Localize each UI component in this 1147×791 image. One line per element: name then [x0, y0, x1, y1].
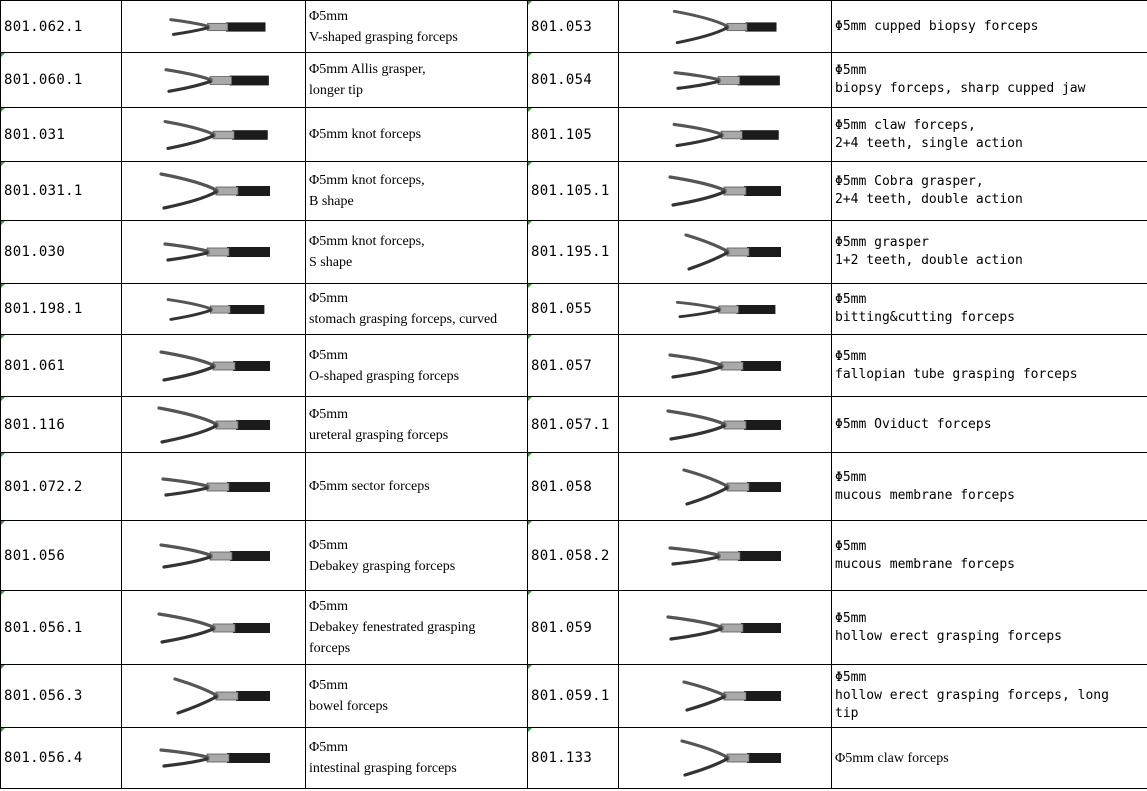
cell-marker-icon: [1, 53, 5, 57]
product-code-text: 801.031: [4, 126, 66, 143]
cell-marker-icon: [528, 335, 532, 339]
forceps-icon: [660, 166, 790, 216]
description-line: Φ5mm claw forceps,: [835, 117, 976, 133]
cell-marker-icon: [1, 335, 5, 339]
product-description: [832, 521, 1147, 591]
forceps-image: [619, 521, 832, 591]
catalog-row: [1, 162, 1147, 221]
forceps-image: [619, 108, 832, 162]
product-code: [1, 728, 122, 789]
product-code: [1, 453, 122, 521]
catalog-row: [1, 453, 1147, 521]
description-line: Φ5mm Cobra grasper,: [835, 174, 984, 189]
description-line: Φ5mm: [835, 63, 867, 78]
product-code-text: 801.056.1: [4, 619, 83, 636]
product-code-text: 801.059.1: [531, 688, 610, 704]
forceps-icon: [660, 341, 790, 391]
product-code: [528, 521, 619, 591]
forceps-image: [122, 1, 306, 53]
product-description: [832, 397, 1147, 453]
cell-marker-icon: [528, 53, 532, 57]
product-code: [528, 453, 619, 521]
description-line: Debakey grasping forceps: [309, 558, 456, 574]
product-code: [1, 665, 122, 728]
product-code: [1, 335, 122, 397]
forceps-image: [122, 221, 306, 284]
product-code: [528, 665, 619, 728]
product-code-text: 801.133: [531, 750, 593, 766]
cell-marker-icon: [1, 284, 5, 288]
product-description: [306, 162, 528, 221]
product-code-text: 801.055: [531, 301, 593, 317]
forceps-icon: [139, 671, 289, 721]
product-description: [832, 284, 1147, 335]
description-line: tip: [835, 706, 859, 721]
product-code: [1, 521, 122, 591]
forceps-image: [619, 728, 832, 789]
product-code-text: 801.061: [4, 357, 66, 374]
description-line: mucous membrane forceps: [835, 556, 1016, 572]
forceps-icon: [660, 227, 790, 277]
description-line: longer tip: [309, 83, 364, 98]
forceps-image: [619, 665, 832, 728]
product-code-text: 801.195.1: [531, 244, 610, 260]
product-code: [528, 397, 619, 453]
description-line: 2+4 teeth, single action: [835, 135, 1023, 151]
description-line: hollow erect grasping forceps: [835, 628, 1062, 644]
forceps-image: [619, 162, 832, 221]
product-description: [832, 221, 1147, 284]
product-code: [1, 53, 122, 108]
description-line: 1+2 teeth, double action: [835, 253, 1023, 268]
catalog-row: [1, 521, 1147, 591]
description-line: Φ5mm: [309, 291, 349, 306]
product-description: [832, 53, 1147, 108]
description-line: Φ5mm knot forceps,: [309, 173, 425, 188]
description-line: 2+4 teeth, double action: [835, 192, 1023, 207]
cell-marker-icon: [528, 453, 532, 457]
description-line: intestinal grasping forceps: [309, 761, 457, 776]
description-line: Φ5mm cupped biopsy forceps: [835, 18, 1039, 34]
catalog-row: [1, 728, 1147, 789]
product-code: [1, 284, 122, 335]
product-description: [306, 728, 528, 789]
cell-marker-icon: [1, 221, 5, 225]
product-code-text: 801.116: [4, 416, 66, 433]
cell-marker-icon: [528, 591, 532, 595]
product-description: [306, 108, 528, 162]
forceps-icon: [660, 111, 790, 159]
cell-marker-icon: [1, 397, 5, 401]
product-code: [528, 591, 619, 665]
forceps-icon: [139, 462, 289, 512]
forceps-image: [619, 397, 832, 453]
forceps-image: [122, 397, 306, 453]
forceps-image: [619, 453, 832, 521]
product-code-text: 801.056.4: [4, 750, 83, 766]
product-description: [306, 521, 528, 591]
product-code: [528, 335, 619, 397]
product-code-text: 801.030: [4, 244, 66, 260]
description-line: B shape: [309, 194, 354, 209]
product-code-text: 801.105.1: [531, 183, 610, 199]
cell-marker-icon: [528, 284, 532, 288]
description-line: forceps: [309, 641, 351, 656]
cell-marker-icon: [528, 108, 532, 112]
forceps-icon: [660, 733, 790, 783]
description-line: Φ5mm Oviduct forceps: [835, 416, 992, 432]
forceps-image: [122, 521, 306, 591]
description-line: Φ5mm: [835, 292, 867, 307]
forceps-icon: [660, 400, 790, 450]
product-description: [306, 397, 528, 453]
forceps-icon: [660, 56, 790, 105]
description-line: fallopian tube grasping forceps: [835, 366, 1078, 382]
forceps-icon: [139, 111, 289, 159]
product-description: [306, 1, 528, 53]
product-code-text: 801.105: [531, 126, 593, 143]
description-line: Φ5mm: [309, 599, 349, 614]
description-line: O-shaped grasping forceps: [309, 368, 460, 384]
forceps-icon: [139, 4, 289, 50]
product-description: [306, 335, 528, 397]
catalog-row: [1, 591, 1147, 665]
forceps-image: [122, 335, 306, 397]
forceps-icon: [660, 287, 790, 332]
cell-marker-icon: [528, 221, 532, 225]
product-code: [1, 108, 122, 162]
product-description: [306, 284, 528, 335]
forceps-icon: [139, 166, 289, 216]
product-code-text: 801.057: [531, 357, 593, 374]
forceps-icon: [139, 400, 289, 450]
description-line: Φ5mm: [309, 8, 349, 24]
cell-marker-icon: [528, 728, 532, 732]
product-code-text: 801.031.1: [4, 183, 83, 199]
description-line: S shape: [309, 255, 353, 270]
product-description: [832, 108, 1147, 162]
description-line: stomach grasping forceps, curved: [309, 312, 498, 327]
forceps-image: [619, 221, 832, 284]
forceps-image: [122, 728, 306, 789]
product-code-text: 801.053: [531, 18, 593, 35]
product-code-text: 801.062.1: [4, 18, 83, 35]
forceps-image: [122, 665, 306, 728]
cell-marker-icon: [1, 728, 5, 732]
forceps-icon: [139, 227, 289, 277]
catalog-row: [1, 1, 1147, 53]
product-code-text: 801.056.3: [4, 688, 83, 704]
product-description: [306, 53, 528, 108]
description-line: Φ5mm sector forceps: [309, 479, 430, 494]
product-description: [306, 665, 528, 728]
cell-marker-icon: [1, 453, 5, 457]
description-line: bowel forceps: [309, 699, 388, 714]
description-line: ureteral grasping forceps: [309, 427, 449, 443]
forceps-image: [122, 108, 306, 162]
product-code: [1, 397, 122, 453]
product-code: [528, 728, 619, 789]
product-code: [528, 162, 619, 221]
description-line: Φ5mm claw forceps: [835, 750, 949, 766]
product-description: [832, 591, 1147, 665]
cell-marker-icon: [1, 665, 5, 669]
product-code-text: 801.060.1: [4, 72, 83, 88]
product-description: [832, 728, 1147, 789]
forceps-icon: [139, 531, 289, 581]
description-line: Φ5mm: [309, 537, 349, 553]
description-line: Debakey fenestrated grasping: [309, 620, 476, 635]
description-line: hollow erect grasping forceps, long: [835, 688, 1109, 703]
product-code-text: 801.058: [531, 478, 593, 495]
product-description: [832, 1, 1147, 53]
forceps-icon: [139, 733, 289, 783]
description-line: Φ5mm grasper: [835, 235, 929, 250]
description-line: Φ5mm: [309, 740, 349, 755]
forceps-icon: [139, 287, 289, 332]
description-line: Φ5mm: [309, 678, 349, 693]
description-line: mucous membrane forceps: [835, 487, 1016, 503]
catalog-row: [1, 335, 1147, 397]
product-description: [832, 665, 1147, 728]
product-code: [528, 108, 619, 162]
product-code: [1, 1, 122, 53]
product-description: [306, 591, 528, 665]
cell-marker-icon: [528, 1, 532, 5]
description-line: Φ5mm: [835, 670, 867, 685]
catalog-row: [1, 221, 1147, 284]
forceps-image: [619, 53, 832, 108]
forceps-icon: [660, 603, 790, 653]
forceps-icon: [660, 671, 790, 721]
cell-marker-icon: [528, 665, 532, 669]
product-code: [528, 221, 619, 284]
product-code: [528, 284, 619, 335]
product-code-text: 801.058.2: [531, 547, 610, 564]
description-line: Φ5mm: [309, 347, 349, 363]
product-description: [306, 453, 528, 521]
product-code-text: 801.072.2: [4, 478, 83, 495]
description-line: V-shaped grasping forceps: [309, 29, 458, 45]
forceps-image: [122, 453, 306, 521]
forceps-icon: [139, 603, 289, 653]
description-line: Φ5mm Allis grasper,: [309, 62, 426, 77]
forceps-image: [619, 284, 832, 335]
product-code: [1, 162, 122, 221]
description-line: Φ5mm: [835, 610, 867, 626]
description-line: biopsy forceps, sharp cupped jaw: [835, 81, 1086, 96]
product-code: [528, 53, 619, 108]
product-code: [1, 221, 122, 284]
description-line: Φ5mm: [835, 348, 867, 364]
product-description: [306, 221, 528, 284]
product-code-text: 801.054: [531, 72, 593, 88]
forceps-image: [619, 1, 832, 53]
product-description: [832, 453, 1147, 521]
product-code-text: 801.059: [531, 619, 593, 636]
forceps-image: [122, 284, 306, 335]
forceps-image: [619, 591, 832, 665]
forceps-image: [122, 162, 306, 221]
forceps-image: [122, 591, 306, 665]
description-line: Φ5mm knot forceps,: [309, 234, 425, 249]
description-line: Φ5mm: [835, 469, 867, 485]
product-code-text: 801.198.1: [4, 301, 83, 317]
cell-marker-icon: [1, 108, 5, 112]
product-code: [1, 591, 122, 665]
forceps-icon: [660, 4, 790, 50]
catalog-row: [1, 284, 1147, 335]
description-line: bitting&cutting forceps: [835, 310, 1016, 325]
cell-marker-icon: [1, 162, 5, 166]
forceps-icon: [660, 462, 790, 512]
product-code-text: 801.056: [4, 547, 66, 564]
catalog-row: [1, 397, 1147, 453]
forceps-icon: [139, 341, 289, 391]
forceps-image: [122, 53, 306, 108]
forceps-icon: [139, 56, 289, 105]
cell-marker-icon: [1, 591, 5, 595]
catalog-row: [1, 665, 1147, 728]
forceps-image: [619, 335, 832, 397]
cell-marker-icon: [528, 162, 532, 166]
product-description: [832, 162, 1147, 221]
catalog-row: [1, 53, 1147, 108]
description-line: Φ5mm: [835, 538, 867, 554]
product-code: [528, 1, 619, 53]
product-description: [832, 335, 1147, 397]
cell-marker-icon: [528, 397, 532, 401]
description-line: Φ5mm knot forceps: [309, 127, 422, 142]
cell-marker-icon: [1, 521, 5, 525]
description-line: Φ5mm: [309, 406, 349, 422]
product-code-text: 801.057.1: [531, 416, 610, 433]
catalog-row: [1, 108, 1147, 162]
cell-marker-icon: [528, 521, 532, 525]
forceps-icon: [660, 531, 790, 581]
